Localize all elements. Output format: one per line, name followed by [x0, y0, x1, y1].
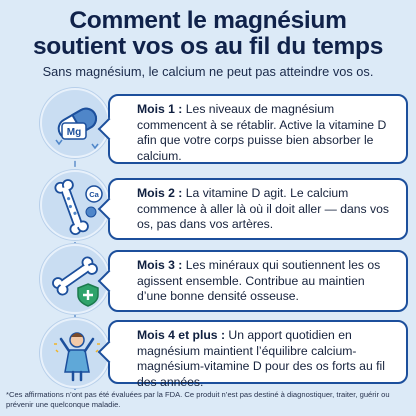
- step-4-lead: Mois 4 et plus :: [137, 328, 226, 342]
- step-4-card: [108, 320, 408, 389]
- title-line-1: Comment le magnésium: [69, 7, 347, 34]
- mg-label: Mg: [66, 127, 82, 138]
- step-3-text: Les minéraux qui soutiennent les os agissent ensemble. Contribue au maintien d’une bonne densité osseuse.: [137, 258, 381, 303]
- step-2-card: [108, 178, 408, 240]
- step-2-icon-circle: [40, 170, 110, 240]
- title-line-2: soutient vos os au fil du temps: [32, 33, 384, 60]
- ca-label: Ca: [89, 190, 99, 199]
- step-1-icon-circle: [40, 88, 110, 158]
- step-1-text: Les niveaux de magnésium commencent à se rétablir. Active la vitamine D afin que votre corps puisse bien absorber le calcium.: [137, 102, 387, 163]
- step-1-lead: Mois 1 :: [137, 102, 183, 116]
- disclaimer-footnote: *Ces affirmations n’ont pas été évaluées par la FDA. Ce produit n’est pas destiné à diagnostiquer, traiter, guérir ou prévenir une quelconque maladie.: [6, 390, 390, 409]
- step-2-lead: Mois 2 :: [137, 186, 183, 200]
- step-3-lead: Mois 3 :: [137, 258, 183, 272]
- page-title: [0, 8, 416, 60]
- step-3-card: [108, 250, 408, 312]
- subtitle: Sans magnésium, le calcium ne peut pas atteindre vos os.: [42, 64, 374, 79]
- step-1-card: [108, 94, 408, 164]
- step-4-text: Un apport quotidien en magnésium maintient l’équilibre calcium-magnésium-vitamine D pour des os forts au fil des années.: [137, 328, 385, 389]
- step-2-text: La vitamine D agit. Le calcium commence à aller là où il doit aller — dans vos os, pas dans vos artères.: [137, 186, 389, 231]
